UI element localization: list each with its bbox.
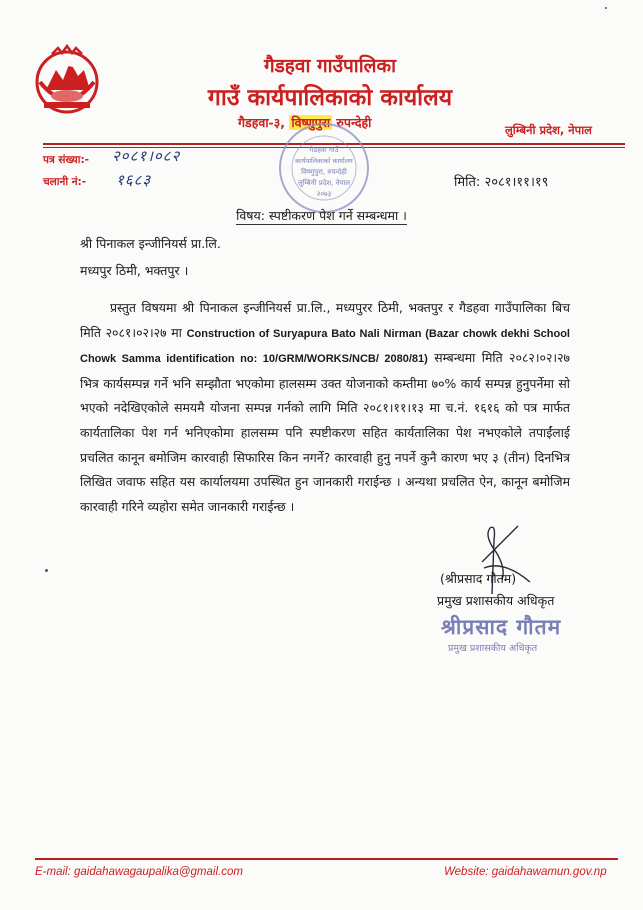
dispatch-no-value: १६८३ bbox=[116, 171, 152, 189]
body-part-1: प्रस्तुत विषयमा श्री पिनाकल इन्जीनियर्स प्रा.लि., मध्यपुरर ठिमी, भक्तपुर र गैडहवा गाउँपालिका बिच मिति २०८१।०२।२७ मा bbox=[80, 300, 570, 340]
stamp-line-2: कार्यपालिकाको कार्यालय bbox=[295, 157, 353, 165]
signatory-name: (श्रीप्रसाद गौतम) bbox=[440, 571, 517, 586]
letter-no-label: पत्र संख्या:- bbox=[43, 154, 90, 166]
stamp-line-4: लुम्बिनी प्रदेश, नेपाल bbox=[297, 179, 351, 187]
footer-email: E-mail: gaidahawagaupalika@gmail.com bbox=[35, 866, 243, 878]
dispatch-no-label: चलानी नं:- bbox=[43, 176, 87, 188]
letter-body bbox=[80, 296, 570, 519]
nepal-emblem-icon bbox=[32, 44, 102, 116]
office-stamp-icon bbox=[276, 120, 372, 216]
subject-line bbox=[0, 207, 643, 224]
stamp-line-5: २०७३ bbox=[316, 190, 332, 198]
subject-text: विषय: स्पष्टीकरण पेश गर्ने सम्बन्धमा । bbox=[236, 208, 407, 223]
scan-speck bbox=[45, 569, 48, 572]
footer-website: Website: gaidahawamun.gov.np bbox=[444, 866, 607, 878]
signatory-designation: प्रमुख प्रशासकीय अधिकृत bbox=[437, 593, 555, 608]
recipient-address: मध्यपुर ठिमी, भक्तपुर । bbox=[80, 263, 189, 278]
stamp-line-1: गैडहवा गाउँ bbox=[309, 146, 339, 154]
signatory-stamp-name: श्रीप्रसाद गौतम bbox=[441, 615, 562, 639]
date-value: २०८१।११।१९ bbox=[484, 175, 549, 190]
municipality-name: गैडहवा गाउँपालिका bbox=[263, 55, 397, 77]
letter-date bbox=[454, 172, 548, 190]
address-suffix: रुपन्देही bbox=[336, 115, 372, 130]
province: लुम्बिनी प्रदेश, नेपाल bbox=[505, 123, 592, 137]
address-highlight: विष्णुपुरा bbox=[291, 115, 331, 130]
recipient-name: श्री पिनाकल इन्जीनियर्स प्रा.लि. bbox=[80, 236, 221, 251]
signature-icon bbox=[448, 518, 538, 600]
address-prefix: गैडहवा-३, bbox=[238, 115, 285, 130]
scan-speck bbox=[605, 7, 607, 9]
footer-divider bbox=[35, 858, 618, 860]
office-name: गाउँ कार्यपालिकाको कार्यालय bbox=[207, 85, 453, 111]
stamp-line-3: विष्णुपुरा, रुपन्देही bbox=[301, 168, 347, 176]
project-name: Construction of Suryapura Bato Nali Nirman (Bazar chowk dekhi School Chowk Samma identification no: 10/GRM/WORKS/NCB/ 2080/81) bbox=[80, 327, 570, 366]
date-label: मिति: bbox=[454, 175, 481, 190]
body-part-2: सम्बन्धमा मिति २०८२।०२।२७ भित्र कार्यसम्पन्न गर्ने भनि सम्झौता भएकोमा हालसम्म उक्त योजनाको कम्तीमा ७०% कार्य सम्पन्न हुनुपर्नेमा सो भएको नदेखिएकोले समयमै योजना सम्पन्न गर्नको लागि मिति २०८१।११।१३ मा च.नं. १६१६ को पत्र मार्फत कार्यतालिका पेश गर्न भनिएकोमा हालसम्म पनि स्पष्टीकरण सहित कार्यतालिका पेश नभएकोले तपाईंलाई प्रचलित कानून बमोजिम कारवाही सिफारिस किन नगर्ने? कारवाही हुनु नपर्ने कुनै कारण भए ३ (तीन) दिनभित्र लिखित जवाफ सहित यस कार्यालयमा उपस्थित हुन जानकारी गराईन्छ । अन्यथा प्रचलित ऐन, कानून बमोजिम कारवाही गरिने व्यहोरा समेत जानकारी गराईन्छ । bbox=[80, 350, 570, 514]
letter-no-value: २०८१।०८२ bbox=[112, 147, 181, 165]
signatory-stamp-designation: प्रमुख प्रशासकीय अधिकृत bbox=[448, 643, 538, 654]
